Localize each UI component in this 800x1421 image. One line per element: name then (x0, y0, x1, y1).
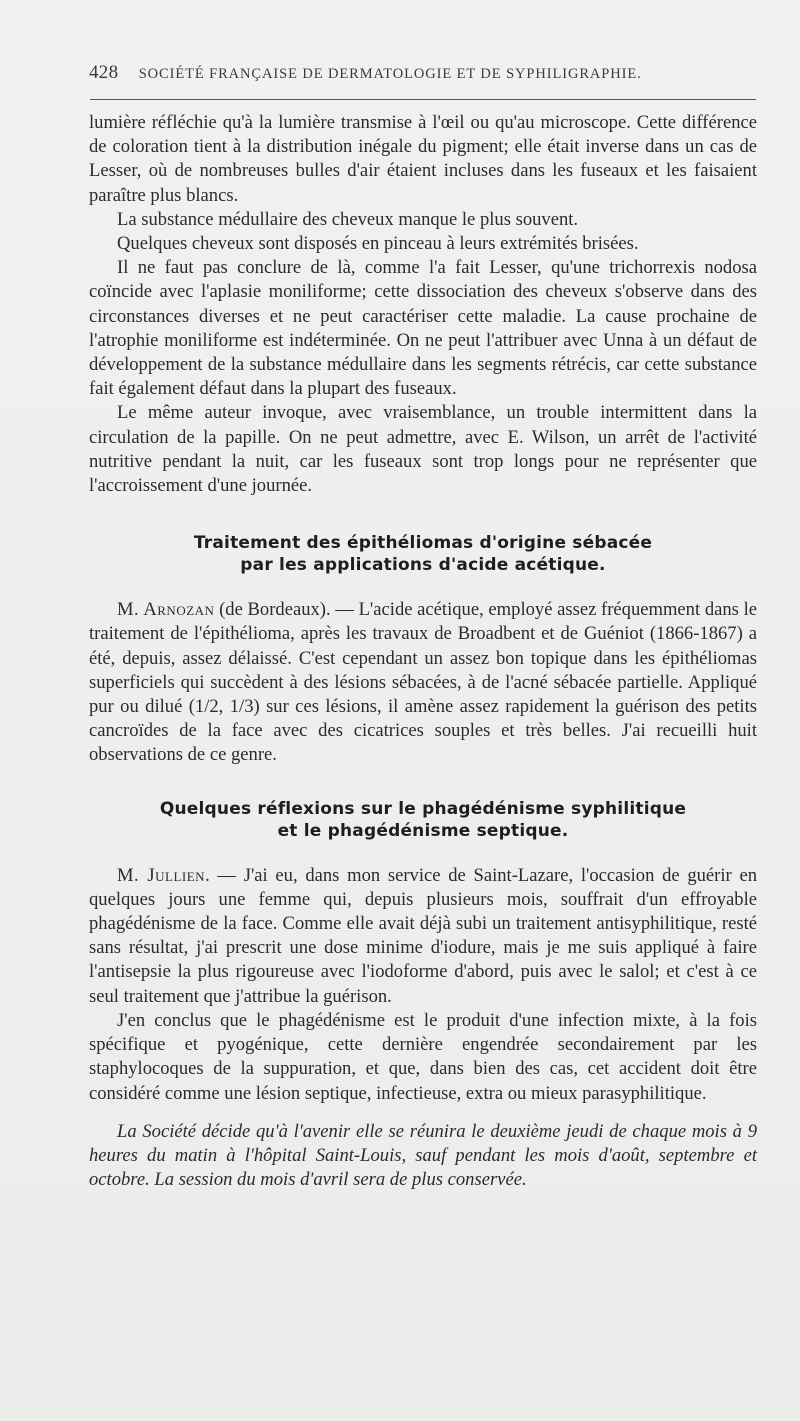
closing-note: La Société décide qu'à l'avenir elle se réunira le deuxième jeudi de chaque mois à 9 heures du matin à l'hôpital Saint-Louis, sauf pendant les mois d'août, septembre et octobre. La session du mois d'avril sera de plus conservée. (89, 1120, 757, 1191)
continued-paragraph: lumière réfléchie qu'à la lumière transmise à l'œil ou qu'au microscope. Cette différence de coloration tient à la distribution inégale du pigment; elle était inverse dans un cas de Lesser, où de nombreuses bulles d'air étaient incluses dans les fuseaux et les faisaient paraître plus blancs. (89, 112, 757, 206)
body-text (89, 111, 757, 1192)
communication-text: . — J'ai eu, dans mon service de Saint-Lazare, l'occasion de guérir en quelques jours une femme qui, depuis plusieurs mois, souffrait d'un effroyable phagédénisme de la face. Comme elle avait déjà subi un traitement antisyphilitique, resté sans résultat, j'ai prescrit une dose minime d'iodure, mais je me suis appliqué à faire l'antisepsie la plus rigoureuse avec l'iodoforme d'abord, puis avec le salol; et c'est à ce seul traitement que j'attribue la guérison. (89, 864, 757, 1007)
section-heading-line: par les applications d'acide acétique. (240, 555, 606, 576)
section-heading-phagedenisme (89, 798, 757, 842)
communication-arnozan (89, 598, 757, 767)
section-heading-line: et le phagédénisme septique. (277, 820, 569, 841)
communication-text: (de Bordeaux). — L'acide acétique, employé assez fréquemment dans le traitement de l'épithélioma, après les travaux de Broadbent et de Guéniot (1866-1867) a été, depuis, assez délaissé. C'est cependant un assez bon topique dans les épithéliomas superficiels qui succèdent à des lésions sébacées, à de l'acné sébacée partielle. Appliqué pur ou dilué (1/2, 1/3) sur ces lésions, il amène assez rapidement la guérison des petits cancroïdes de la face avec des cicatrices souples et très belles. J'ai recueilli huit observations de ce genre. (89, 599, 757, 766)
speaker-name: M. Arnozan (117, 599, 215, 621)
paragraph: Il ne faut pas conclure de là, comme l'a fait Lesser, qu'une trichorrexis nodosa coïncide avec l'aplasie moniliforme; cette dissociation des cheveux s'observe dans des circonstances diverses et ne peut caractériser cette maladie. La cause prochaine de l'atrophie moniliforme est indéterminée. On ne peut l'attribuer avec Unna à un défaut de développement de la substance médullaire dans les segments rétrécis, car cette substance fait également défaut dans la plupart des fuseaux. (89, 257, 757, 400)
section-heading-line: Traitement des épithéliomas d'origine sébacée (193, 533, 653, 554)
paragraph: Le même auteur invoque, avec vraisemblance, un trouble intermittent dans la circulation de la papille. On ne peut admettre, avec E. Wilson, un arrêt de l'activité nutritive pendant la nuit, car les fuseaux sont trop longs pour ne représenter que l'accroissement d'une journée. (89, 402, 757, 497)
paragraph: Quelques cheveux sont disposés en pinceau à leurs extrémités brisées. (117, 233, 639, 255)
header-rule (90, 99, 756, 100)
running-title: SOCIÉTÉ FRANÇAISE DE DERMATOLOGIE ET DE SYPHILIGRAPHIE. (138, 66, 642, 82)
speaker-name: M. Jullien (117, 864, 206, 886)
running-header (89, 62, 757, 84)
paragraph: J'en conclus que le phagédénisme est le produit d'une infection mixte, à la fois spécifique et pyogénique, cette dernière engendrée secondairement par les staphylocoques de la suppuration, et que, dans bien des cas, cet accident doit être considéré comme une lésion septique, infectieuse, extra ou mieux parasyphilitique. (89, 1009, 757, 1104)
section-heading-line: Quelques réflexions sur le phagédénisme syphilitique (159, 798, 687, 819)
section-heading-traitement (89, 532, 757, 576)
communication-jullien (89, 864, 757, 1009)
paragraph: La substance médullaire des cheveux manque le plus souvent. (117, 208, 579, 230)
page-number: 428 (89, 62, 119, 83)
